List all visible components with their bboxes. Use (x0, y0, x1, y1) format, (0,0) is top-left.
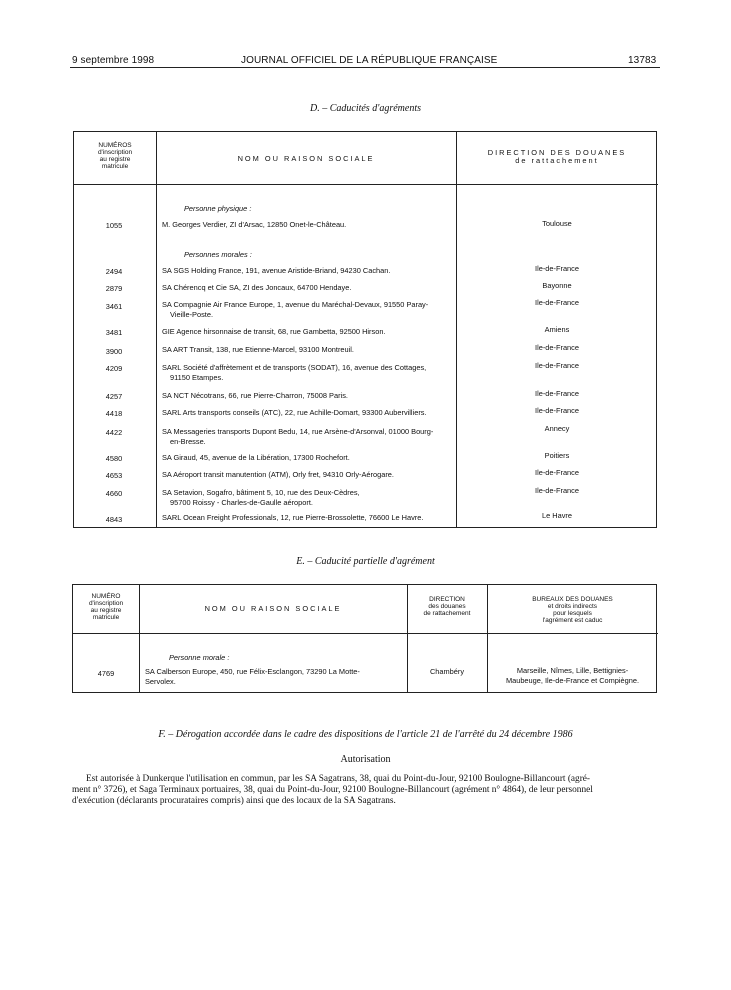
col-header-line: au registre (90, 607, 122, 614)
category-physique: Personne physique : (184, 204, 252, 213)
row-direction: Bayonne (542, 281, 572, 290)
row-name: M. Georges Verdier, ZI d'Arsac, 12850 Onet-le-Château. (162, 220, 347, 229)
col-header-line: NUMÉRO (91, 593, 121, 600)
row-name: SARL Ocean Freight Professionals, 12, rue Pierre-Brossolette, 76600 Le Havre. (162, 513, 424, 522)
row-name: SA Giraud, 45, avenue de la Libération, 17300 Rochefort. (162, 453, 350, 462)
row-direction: Chambéry (429, 667, 465, 676)
header-rule (74, 184, 658, 185)
col-direction-header (407, 596, 487, 617)
row-number: 2494 (105, 267, 123, 276)
row-direction: Ile-de-France (535, 468, 579, 477)
row-direction: Le Havre (542, 511, 572, 520)
row-number: 1055 (105, 221, 123, 230)
col-header-line: des douanes (428, 603, 466, 610)
row-name: SA Calberson Europe, 450, rue Félix-Esclangon, 73290 La Motte- (145, 667, 360, 676)
col-header-line: matricule (92, 614, 120, 621)
row-number: 2879 (105, 284, 123, 293)
row-name: SA ART Transit, 138, rue Etienne-Marcel, 93100 Montreuil. (162, 345, 354, 354)
section-e-table (72, 584, 657, 693)
row-direction: Amiens (544, 325, 570, 334)
row-name: SARL Société d'affrètement et de transports (SODAT), 16, avenue des Cottages, (162, 363, 427, 372)
col-header-line: de rattachement (423, 610, 471, 617)
row-direction: Ile-de-France (535, 298, 579, 307)
row-number: 4209 (105, 364, 123, 373)
section-e-title: E. – Caducité partielle d'agrément (296, 556, 435, 567)
section-f-line-3: d'exécution (déclarants procurataires compris) ainsi que des locaux de la SA Sagatrans. (72, 796, 396, 806)
col-header-line: l'agrément est caduc (542, 617, 603, 624)
col-direction-header (456, 149, 658, 165)
page-number: 13783 (628, 55, 657, 66)
col-nom-header: NOM OU RAISON SOCIALE (237, 154, 375, 163)
col-nom-header: NOM OU RAISON SOCIALE (204, 604, 342, 613)
section-d-table (73, 131, 657, 528)
col-header-line: NUMÉROS (98, 142, 132, 149)
row-number: 4422 (105, 428, 123, 437)
row-direction: Ile-de-France (535, 361, 579, 370)
row-bureaux (487, 666, 658, 686)
col-header-line: pour lesquels (553, 610, 592, 617)
row-name: SA Chérencq et Cie SA, ZI des Joncaux, 64700 Hendaye. (162, 283, 352, 292)
col-header-line: de rattachement (515, 156, 599, 165)
row-number: 3900 (105, 347, 123, 356)
row-number: 4843 (105, 515, 123, 524)
row-number: 3481 (105, 328, 123, 337)
col-numero-header (74, 142, 156, 170)
col-header-line: d'inscription (97, 149, 133, 156)
row-direction: Poitiers (544, 451, 570, 460)
row-direction: Ile-de-France (535, 486, 579, 495)
col-header-line: au registre (99, 156, 131, 163)
row-number: 4769 (97, 669, 115, 678)
category-morale: Personne morale : (169, 653, 230, 662)
row-name-cont: en-Bresse. (170, 437, 206, 446)
col-divider (139, 585, 140, 692)
row-direction: Ile-de-France (535, 343, 579, 352)
section-f-subtitle: Autorisation (340, 754, 391, 765)
col-header-line: d'inscription (88, 600, 124, 607)
row-number: 4653 (105, 471, 123, 480)
row-number: 4660 (105, 489, 123, 498)
col-header-line: et droits indirects (547, 603, 598, 610)
col-header-line: matricule (101, 163, 129, 170)
section-d-title: D. – Caducités d'agréments (309, 103, 421, 114)
header-rule (73, 633, 658, 634)
row-number: 4257 (105, 392, 123, 401)
row-name: SA Setavion, Sogafro, bâtiment 5, 10, rue des Deux-Cèdres, (162, 488, 360, 497)
col-header-line: DIRECTION (429, 596, 465, 603)
section-f-title: F. – Dérogation accordée dans le cadre des dispositions de l'article 21 de l'arrêté du 24 décembre 1986 (158, 729, 573, 740)
row-name-cont: Servolex. (145, 677, 176, 686)
row-name: SA Compagnie Air France Europe, 1, avenue du Maréchal-Devaux, 91550 Paray- (162, 300, 429, 309)
row-number: 4418 (105, 409, 123, 418)
row-name: SA NCT Nécotrans, 66, rue Pierre-Charron, 75008 Paris. (162, 391, 348, 400)
row-direction: Ile-de-France (535, 389, 579, 398)
row-direction: Ile-de-France (535, 264, 579, 273)
row-name-cont: Vieille-Poste. (170, 310, 213, 319)
row-name: GIE Agence hirsonnaise de transit, 68, rue Gambetta, 92500 Hirson. (162, 327, 386, 336)
section-f-line-2: ment n° 3726), et Saga Terminaux portuaires, 38, quai du Point-du-Jour, 92100 Boulogne-Billancourt (agrément n° 4864), de leur personnel (72, 785, 593, 795)
page-date: 9 septembre 1998 (72, 55, 155, 66)
row-number: 3461 (105, 302, 123, 311)
header-rule (70, 67, 660, 68)
row-direction: Toulouse (542, 219, 572, 228)
category-morales: Personnes morales : (184, 250, 252, 259)
section-f-line-1: Est autorisée à Dunkerque l'utilisation en commun, par les SA Sagatrans, 38, quai du Point-du-Jour, 92100 Boulogne-Billancourt (agré- (86, 774, 591, 784)
col-divider (156, 132, 157, 527)
row-direction: Ile-de-France (535, 406, 579, 415)
row-number: 4580 (105, 454, 123, 463)
row-name: SA Aéroport transit manutention (ATM), Orly fret, 94310 Orly-Aérogare. (162, 470, 394, 479)
col-header-line: BUREAUX DES DOUANES (532, 596, 613, 603)
col-numero-header (73, 593, 139, 621)
row-name-cont: 91150 Etampes. (170, 373, 224, 382)
row-name: SA SGS Holding France, 191, avenue Aristide-Briand, 94230 Cachan. (162, 266, 391, 275)
row-name: SA Messageries transports Dupont Bedu, 14, rue Arsène-d'Arsonval, 01000 Bourg- (162, 427, 434, 436)
bureaux-line: Maubeuge, Ile-de-France et Compiègne. (505, 676, 640, 685)
row-direction: Annecy (544, 424, 570, 433)
col-bureaux-header (487, 596, 658, 624)
journal-title: JOURNAL OFFICIEL DE LA RÉPUBLIQUE FRANÇAISE (241, 55, 498, 66)
row-name-cont: 95700 Roissy - Charles-de-Gaulle aéroport. (170, 498, 313, 507)
bureaux-line: Marseille, Nîmes, Lille, Bettignies- (516, 666, 629, 675)
row-name: SARL Arts transports conseils (ATC), 22, rue Achille-Domart, 93300 Aubervilliers. (162, 408, 427, 417)
col-header-line: DIRECTION DES DOUANES (487, 148, 627, 157)
